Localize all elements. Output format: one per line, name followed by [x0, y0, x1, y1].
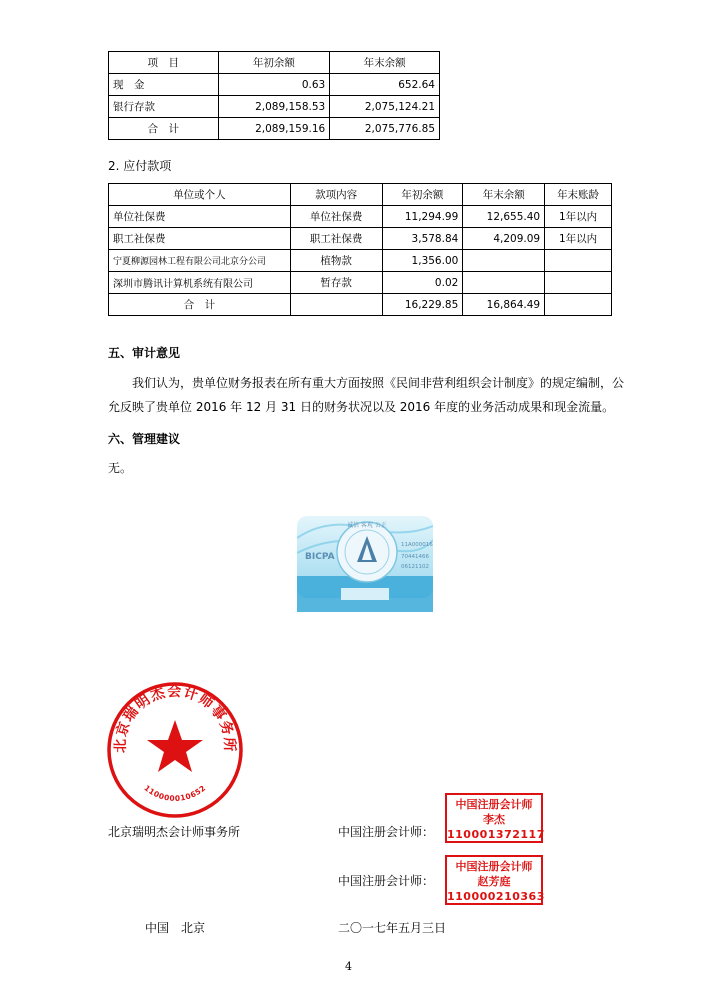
- table-cell: 2,075,776.85: [330, 118, 440, 140]
- table-header-cell: 年末余额: [330, 52, 440, 74]
- table-cell: 1,356.00: [382, 250, 463, 272]
- table-cell: 1年以内: [545, 228, 612, 250]
- table-cell: 深圳市腾讯计算机系统有限公司: [109, 272, 291, 294]
- table-cell: [290, 294, 382, 316]
- firm-name: 北京瑞明杰会计师事务所: [108, 825, 241, 839]
- seal-star-icon: [105, 680, 245, 820]
- table-header-row: [109, 184, 612, 206]
- table-cell: [545, 250, 612, 272]
- table-row: [109, 96, 440, 118]
- cash-table: [108, 51, 440, 140]
- cpa-stamp-name: 李杰: [483, 813, 505, 826]
- table-cell: 0.63: [218, 74, 330, 96]
- table-cell: 职工社保费: [290, 228, 382, 250]
- svg-text:北京瑞明杰会计师事务所: 北京瑞明杰会计师事务所: [112, 684, 238, 754]
- table-cell: 12,655.40: [463, 206, 545, 228]
- table-cell: 2,089,159.16: [218, 118, 330, 140]
- table-cell: 3,578.84: [382, 228, 463, 250]
- payables-table: [108, 183, 612, 316]
- table-row: [109, 250, 612, 272]
- table-cell: [545, 294, 612, 316]
- report-date: 二〇一七年五月三日: [338, 921, 447, 935]
- firm-seal: [105, 680, 245, 820]
- cpa-stamp-title: 中国注册会计师: [455, 798, 533, 811]
- audit-opinion-text: 我们认为，贵单位财务报表在所有重大方面按照《民间非营利组织会计制度》的规定编制，公允反映了贵单位 2016 年 12 月 31 日的财务状况以及 2016 年度的业务活动成果和现金流量。: [108, 376, 625, 414]
- table-cell: 职工社保费: [109, 228, 291, 250]
- table-row: [109, 294, 612, 316]
- cpa-stamp-1: [445, 793, 543, 843]
- cpa-stamp-number: 110000210363: [447, 890, 545, 903]
- table-header-row: [109, 52, 440, 74]
- table-header-cell: 年初余额: [382, 184, 463, 206]
- cpa-label-2: 中国注册会计师：: [338, 874, 435, 888]
- section-title-payables: 2. 应付款项: [108, 159, 172, 173]
- table-row: [109, 206, 612, 228]
- watermark-logo-text: BICPA: [305, 552, 335, 562]
- table-cell: 16,864.49: [463, 294, 545, 316]
- watermark-code: 11A000016: [401, 542, 433, 548]
- cpa-stamp-name: 赵芳庭: [477, 875, 511, 888]
- svg-text:110000010652: 110000010652: [142, 783, 208, 804]
- table-cell: 16,229.85: [382, 294, 463, 316]
- table-header-cell: 年初余额: [218, 52, 330, 74]
- management-heading: 六、管理建议: [108, 432, 181, 446]
- table-cell: 合 计: [109, 118, 219, 140]
- table-header-cell: 年末账龄: [545, 184, 612, 206]
- table-cell: 暂存款: [290, 272, 382, 294]
- watermark-top-text: 诚信 客观 公正: [347, 522, 387, 529]
- watermark-code: 06121102: [401, 564, 429, 570]
- table-row: [109, 228, 612, 250]
- table-cell: 银行存款: [109, 96, 219, 118]
- table-row: [109, 272, 612, 294]
- table-cell: 4,209.09: [463, 228, 545, 250]
- watermark-code: 70441466: [401, 554, 429, 560]
- bicpa-watermark: [297, 508, 433, 612]
- table-row: [109, 74, 440, 96]
- table-cell: 合 计: [109, 294, 291, 316]
- table-cell: 宁夏柳源园林工程有限公司北京分公司: [109, 250, 291, 272]
- table-cell: 11,294.99: [382, 206, 463, 228]
- cpa-label-1: 中国注册会计师：: [338, 825, 435, 839]
- table-header-cell: 单位或个人: [109, 184, 291, 206]
- table-cell: 植物款: [290, 250, 382, 272]
- table-cell: 2,075,124.21: [330, 96, 440, 118]
- table-cell: [463, 250, 545, 272]
- table-header-cell: 款项内容: [290, 184, 382, 206]
- table-row: [109, 118, 440, 140]
- table-cell: 2,089,158.53: [218, 96, 330, 118]
- table-cell: [463, 272, 545, 294]
- table-header-cell: 项 目: [109, 52, 219, 74]
- table-cell: 现 金: [109, 74, 219, 96]
- table-cell: 单位社保费: [109, 206, 291, 228]
- table-cell: 1年以内: [545, 206, 612, 228]
- table-cell: [545, 272, 612, 294]
- table-cell: 单位社保费: [290, 206, 382, 228]
- management-text: 无。: [108, 461, 133, 475]
- page-number: 4: [345, 960, 352, 973]
- location: 中国 北京: [145, 921, 206, 935]
- cpa-stamp-title: 中国注册会计师: [455, 860, 533, 873]
- table-cell: 0.02: [382, 272, 463, 294]
- table-cell: 652.64: [330, 74, 440, 96]
- table-header-cell: 年末余额: [463, 184, 545, 206]
- cpa-stamp-2: [445, 855, 543, 905]
- audit-opinion-heading: 五、审计意见: [108, 346, 181, 360]
- cpa-stamp-number: 110001372117: [447, 828, 545, 841]
